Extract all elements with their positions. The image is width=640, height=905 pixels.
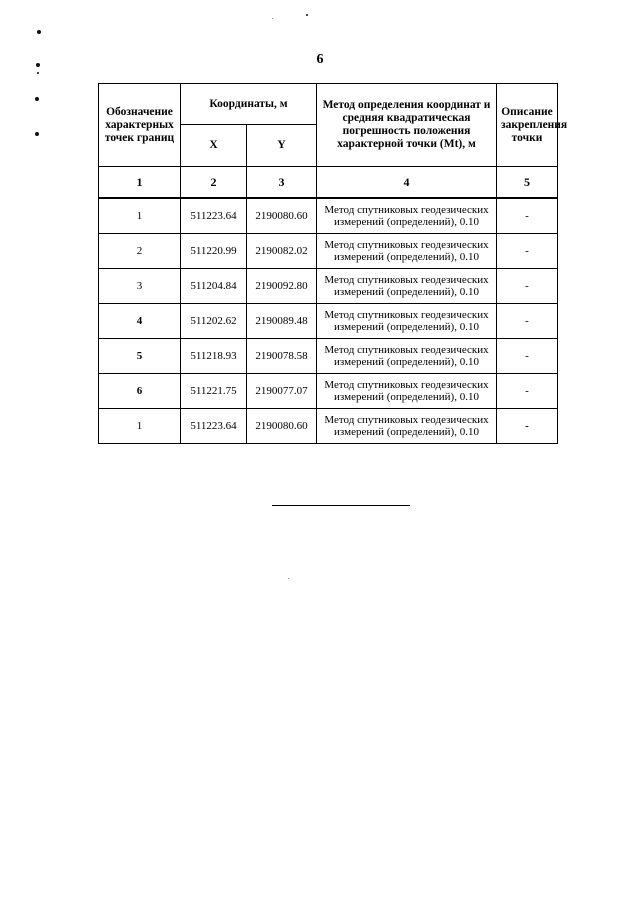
y-cell: 2190077.07 bbox=[247, 374, 317, 409]
method-cell: Метод спутниковых геодезических измерений (определений), 0.10 bbox=[317, 374, 497, 409]
header-y: Y bbox=[247, 125, 317, 167]
table-row bbox=[99, 339, 558, 374]
y-cell: 2190080.60 bbox=[247, 198, 317, 234]
description-cell: - bbox=[497, 304, 558, 339]
description-cell: - bbox=[497, 198, 558, 234]
header-method: Метод определения координат и средняя квадратическая погрешность положения характерной точки (Mt), м bbox=[317, 84, 497, 167]
scan-mark bbox=[35, 97, 39, 101]
header-description: Описание закрепления точки bbox=[497, 84, 558, 167]
y-cell: 2190080.60 bbox=[247, 409, 317, 444]
description-cell: - bbox=[497, 269, 558, 304]
point-cell: 2 bbox=[99, 234, 181, 269]
y-cell: 2190092.80 bbox=[247, 269, 317, 304]
description-cell: - bbox=[497, 374, 558, 409]
column-number: 2 bbox=[181, 167, 247, 199]
description-cell: - bbox=[497, 339, 558, 374]
y-cell: 2190078.58 bbox=[247, 339, 317, 374]
method-cell: Метод спутниковых геодезических измерений (определений), 0.10 bbox=[317, 234, 497, 269]
header-coordinates: Координаты, м bbox=[181, 84, 317, 125]
point-cell: 4 bbox=[99, 304, 181, 339]
page-number: 6 bbox=[316, 52, 324, 67]
x-cell: 511202.62 bbox=[181, 304, 247, 339]
scan-mark bbox=[37, 30, 41, 34]
scan-mark bbox=[288, 578, 289, 579]
description-cell: - bbox=[497, 409, 558, 444]
x-cell: 511218.93 bbox=[181, 339, 247, 374]
column-number: 1 bbox=[99, 167, 181, 199]
description-cell: - bbox=[497, 234, 558, 269]
y-cell: 2190089.48 bbox=[247, 304, 317, 339]
y-cell: 2190082.02 bbox=[247, 234, 317, 269]
column-number: 4 bbox=[317, 167, 497, 199]
scan-mark bbox=[272, 18, 273, 19]
x-cell: 511221.75 bbox=[181, 374, 247, 409]
header-x: X bbox=[181, 125, 247, 167]
table-row bbox=[99, 269, 558, 304]
closing-rule bbox=[272, 505, 410, 506]
column-number: 5 bbox=[497, 167, 558, 199]
point-cell: 1 bbox=[99, 198, 181, 234]
table-row bbox=[99, 234, 558, 269]
x-cell: 511223.64 bbox=[181, 198, 247, 234]
point-cell: 6 bbox=[99, 374, 181, 409]
x-cell: 511204.84 bbox=[181, 269, 247, 304]
scan-mark bbox=[37, 72, 39, 74]
scan-mark bbox=[35, 132, 39, 136]
table-row bbox=[99, 374, 558, 409]
method-cell: Метод спутниковых геодезических измерений (определений), 0.10 bbox=[317, 198, 497, 234]
header-point-designation: Обозначение характерных точек границ bbox=[99, 84, 181, 167]
point-cell: 5 bbox=[99, 339, 181, 374]
table-row bbox=[99, 304, 558, 339]
scan-mark bbox=[306, 14, 308, 16]
x-cell: 511220.99 bbox=[181, 234, 247, 269]
point-cell: 3 bbox=[99, 269, 181, 304]
x-cell: 511223.64 bbox=[181, 409, 247, 444]
coordinates-table bbox=[98, 83, 568, 444]
table-row bbox=[99, 409, 558, 444]
method-cell: Метод спутниковых геодезических измерений (определений), 0.10 bbox=[317, 339, 497, 374]
method-cell: Метод спутниковых геодезических измерений (определений), 0.10 bbox=[317, 304, 497, 339]
table-row bbox=[99, 198, 558, 234]
column-number: 3 bbox=[247, 167, 317, 199]
method-cell: Метод спутниковых геодезических измерений (определений), 0.10 bbox=[317, 269, 497, 304]
point-cell: 1 bbox=[99, 409, 181, 444]
method-cell: Метод спутниковых геодезических измерений (определений), 0.10 bbox=[317, 409, 497, 444]
